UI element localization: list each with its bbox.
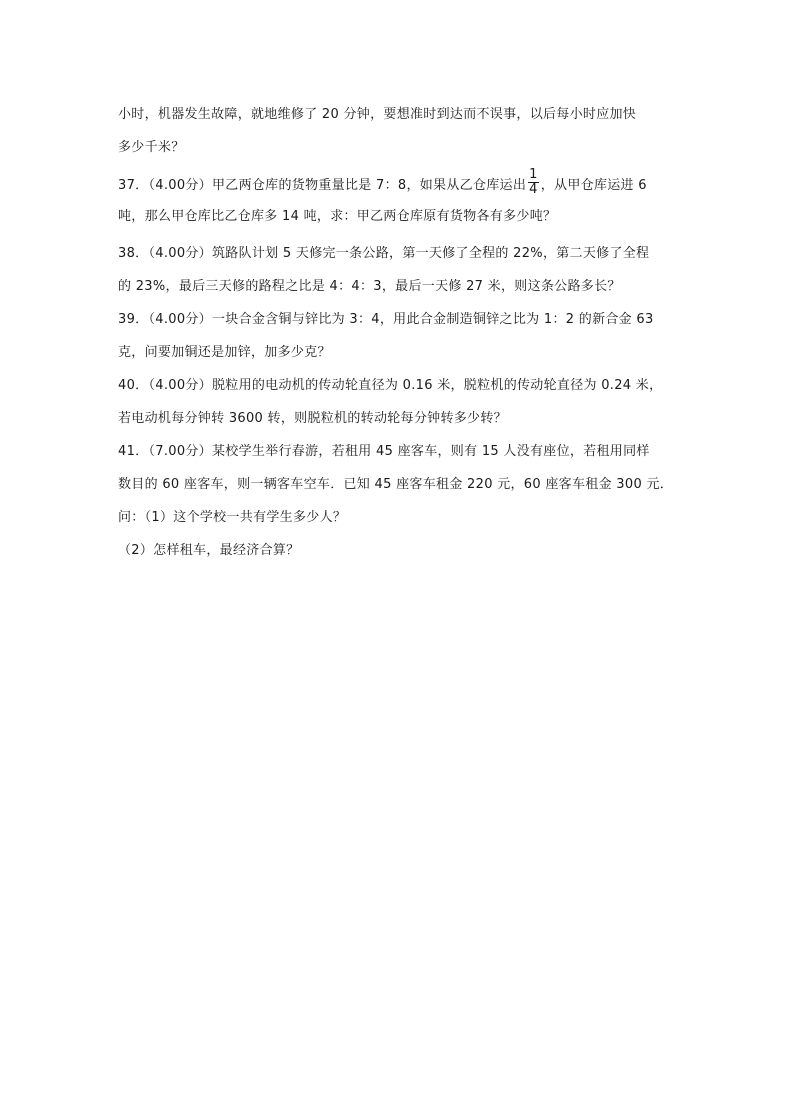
problem-text xyxy=(118,98,678,567)
problem-40-line-2: 若电动机每分钟转 3600 转，则脱粒机的转动轮每分钟转多少转？ xyxy=(118,411,507,426)
problem-37-line-1 xyxy=(118,164,678,204)
problem-39-line-2: 克，问要加铜还是加锌，加多少克？ xyxy=(118,345,331,360)
problem-39-line-1: 39．（4.00分）一块合金含铜与锌比为 3：4，用此合金制造铜锌之比为 1：2 的新合金 63 xyxy=(118,312,654,327)
fraction-numerator: 1 xyxy=(529,167,538,182)
fraction-denominator: 4 xyxy=(529,182,538,197)
problem-40-line-1: 40．（4.00分）脱粒用的电动机的传动轮直径为 0.16 米，脱粒机的传动轮直径为 0.24 米， xyxy=(118,378,663,393)
problem-36-line-1: 小时，机器发生故障，就地维修了 20 分钟，要想准时到达而不误事，以后每小时应加快 xyxy=(118,107,637,122)
problem-38-line-2: 的 23%，最后三天修的路程之比是 4：4：3，最后一天修 27 米，则这条公路多长？ xyxy=(118,279,621,294)
problem-37-text-after: ，从甲仓库运进 6 xyxy=(540,178,647,193)
problem-36-line-2: 多少千米？ xyxy=(118,140,185,155)
problem-38-line-1: 38．（4.00分）筑路队计划 5 天修完一条公路，第一天修了全程的 22%，第二天修了全程 xyxy=(118,246,650,261)
problem-41-line-1: 41．（7.00分）某校学生举行春游，若租用 45 座客车，则有 15 人没有座位，若租用同样 xyxy=(118,444,650,459)
problem-41-question-1: 问：（1）这个学校一共有学生多少人？ xyxy=(118,510,347,525)
problem-37-text-before: 37．（4.00分）甲乙两仓库的货物重量比是 7：8，如果从乙仓库运出 xyxy=(118,178,527,193)
fraction-one-quarter xyxy=(528,168,539,197)
problem-41-question-2: （2）怎样租车，最经济合算？ xyxy=(118,543,300,558)
problem-37-line-2: 吨，那么甲仓库比乙仓库多 14 吨，求：甲乙两仓库原有货物各有多少吨？ xyxy=(118,209,557,224)
problem-41-line-2: 数目的 60 座客车，则一辆客车空车．已知 45 座客车租金 220 元，60 座客车租金 300 元． xyxy=(118,477,674,492)
